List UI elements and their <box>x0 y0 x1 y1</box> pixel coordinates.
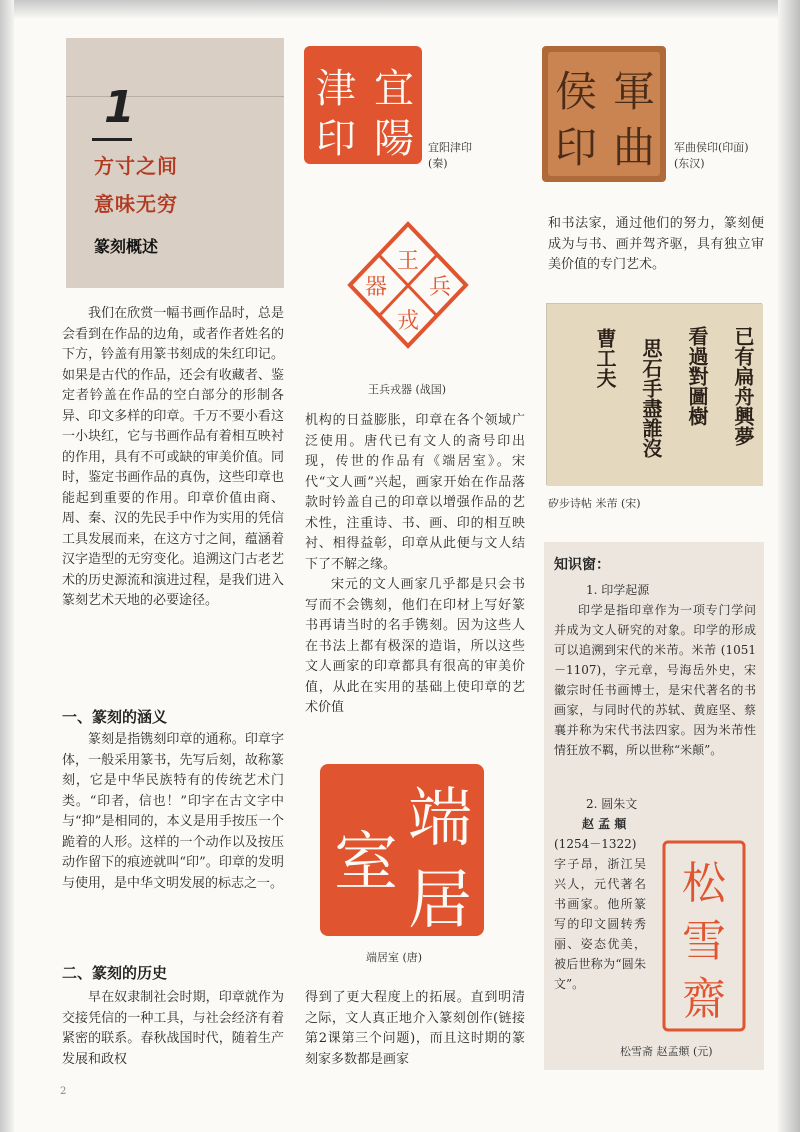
chapter-title-block <box>66 38 284 288</box>
calligraphy-line: 看過對圖樹 <box>685 326 709 426</box>
column2-paragraph2: 宋元的文人画家几乎都是只会书写而不会镌刻，他们在印材上写好篆书再请当时的名手镌刻。因为这些人在书法上都有极深的造诣，所以这些文人画家的印章都具有很高的审美价值，从此在实用的基础上使印章的艺术价值 <box>305 577 525 715</box>
seal-glyph: 印 <box>554 123 598 172</box>
calligraphy-line: 思石手盡誰沒 <box>639 338 663 458</box>
column3-paragraph1: 和书法家，通过他们的努力，篆刻便成为与书、画并驾齐驱，具有独立审美价值的专门艺术。 <box>548 216 764 272</box>
calligraphy-caption: 矽步诗帖 米芾 (宋) <box>548 497 641 510</box>
chapter-title-line2: 意味无穷 <box>94 192 178 216</box>
knowledge-item1-text: 印学是指印章作为一项专门学问并成为文人研究的对象。印学的形成可以追溯到宋代的米芾。米芾 (1051－1107)，字元章，号海岳外史，宋徽宗时任书画博士，是宋代著名的书画家，与同时代的苏轼、黄庭坚、蔡襄并称为宋代书法四家。因为米芾性情狂放不羁，所以世称“米颠”。 <box>554 603 756 757</box>
seal-glyph: 器 <box>364 275 388 300</box>
chapter-number: 1 <box>104 82 135 133</box>
column3-upper <box>548 214 764 276</box>
knowledge-item2-heading: 2. 圆朱文 <box>586 797 638 811</box>
seal4-caption: 端居室 (唐) <box>366 951 423 964</box>
seal-songxuezhai <box>660 838 748 1034</box>
section1-body <box>62 730 284 894</box>
intro-text: 我们在欣赏一幅书画作品时，总是会看到在作品的边角，或者作者姓名的下方，钤盖有用篆书刻成的朱红印记。如果是古代的作品，还会有收藏者、鉴定者钤盖在作品的空白部分的形制各异、印文多样的印章。千万不要小看这一小块红，它与书画作品有着相互映衬的作用，具有不可或缺的审美价值。同时，鉴定书画作品的真伪，这些印章也能起到重要的作用。印章价值由商、周、秦、汉的先民手中作为实用的凭信工具发展而来，在这方寸之间，蕴涵着汉字造型的无穷变化。追溯这门古老艺术的历史源流和演进过程，是我们进入篆刻艺术天地的必要途径。 <box>62 306 284 608</box>
seal-yiyang-jinyin <box>302 44 424 166</box>
seal-glyph: 端 <box>408 782 472 856</box>
knowledge-item1-body <box>554 600 756 760</box>
section2-text: 早在奴隶制社会时期，印章就作为交接凭信的一种工具，与社会经济有着紧密的联系。春秋战国时代，随着生产发展和政权 <box>62 990 284 1067</box>
calligraphy-line: 已有扁舟興夢 <box>731 326 755 446</box>
column2-paragraph3: 得到了更大程度上的拓展。直到明清之际，文人真正地介入篆刻创作(链接第2课第三个问题)，而且这时期的篆刻家多数都是画家 <box>305 990 525 1067</box>
seal2-caption-name: 军曲侯印(印面) <box>674 141 749 154</box>
seal-glyph: 侯 <box>554 67 598 116</box>
seal-glyph: 松 <box>682 858 726 909</box>
column2-paragraph1: 机构的日益膨胀，印章在各个领域广泛使用。唐代已有文人的斋号印出现，传世的作品有《端居室》。宋代“文人画”兴起，画家开始在作品落款时钤盖自己的印章以增强作品的艺术性，注重诗、书、画、印的相互映衬、相得益彰，印章从此便与文人结下了不解之缘。 <box>305 413 525 572</box>
seal-glyph: 戎 <box>396 309 420 334</box>
seal-glyph: 曲 <box>612 123 656 172</box>
scan-edge-top <box>0 0 800 18</box>
calligraphy-art <box>547 304 763 486</box>
seal1-caption-period: (秦) <box>428 157 448 170</box>
seal-duanjushi <box>318 762 486 938</box>
column2-lower <box>305 988 525 1070</box>
seal-glyph: 王 <box>396 249 420 274</box>
seal-wangbing-rongqi <box>346 220 470 350</box>
seal-glyph: 居 <box>408 864 472 938</box>
seal2-caption-period: (东汉) <box>674 157 705 170</box>
chapter-subtitle: 篆刻概述 <box>94 237 159 256</box>
seal-glyph: 宜 <box>374 66 414 112</box>
seal-glyph: 軍 <box>612 67 656 116</box>
knowledge-item1-heading: 1. 印学起源 <box>586 583 650 597</box>
calligraphy-image <box>546 303 762 485</box>
seal1-caption <box>428 140 472 172</box>
seal-glyph: 印 <box>316 116 356 162</box>
seal-glyph: 雪 <box>682 916 726 967</box>
knowledge-item2-text: 字子昂，浙江吴兴人，元代著名书画家。他所篆写的印文圆转秀丽、姿态优美，被后世称为“圆朱文”。 <box>554 857 646 991</box>
seal2-caption <box>674 140 749 172</box>
scan-edge-right <box>778 0 800 1132</box>
column2-upper <box>305 411 525 719</box>
section1-text: 篆刻是指镌刻印章的通称。印章字体，一般采用篆书，先写后刻，故称篆刻，它是中华民族特有的传统艺术门类。“印者，信也！”印字在古文字中与“抑”是相同的，本义是用手按压一个跪着的人形。这样的一个动作以及按压动作留下的痕迹就叫“印”。印章的发明与使用，是中华文明发展的标志之一。 <box>62 732 284 891</box>
seal-junqu-houyin <box>540 44 668 184</box>
seal-glyph: 齋 <box>682 974 726 1025</box>
zhao-mengfu-name: 赵 孟 頫 <box>582 817 627 831</box>
seal1-caption-name: 宜阳津印 <box>428 141 472 154</box>
section2-body <box>62 988 284 1070</box>
knowledge-title: 知识窗： <box>554 557 610 573</box>
intro-paragraph <box>62 304 284 612</box>
knowledge-item2-body <box>554 854 646 994</box>
chapter-title-line1: 方寸之间 <box>94 154 178 178</box>
zhao-mengfu-dates: (1254－1322) <box>554 837 637 851</box>
section2-heading: 二、篆刻的历史 <box>62 964 168 982</box>
seal-glyph: 兵 <box>428 275 452 300</box>
page-number: 2 <box>60 1086 67 1097</box>
divider <box>66 96 284 97</box>
seal3-caption: 王兵戎器 (战国) <box>368 383 447 396</box>
seal-glyph: 陽 <box>374 116 414 162</box>
seal5-caption: 松雪斋 赵孟頫 (元) <box>620 1045 713 1058</box>
calligraphy-line: 曹工夫 <box>593 328 617 388</box>
scan-edge-left <box>0 0 14 1132</box>
section1-heading: 一、篆刻的涵义 <box>62 708 168 726</box>
seal-glyph: 津 <box>316 66 356 112</box>
seal-glyph: 室 <box>334 826 398 900</box>
chapter-number-underline <box>92 138 132 141</box>
